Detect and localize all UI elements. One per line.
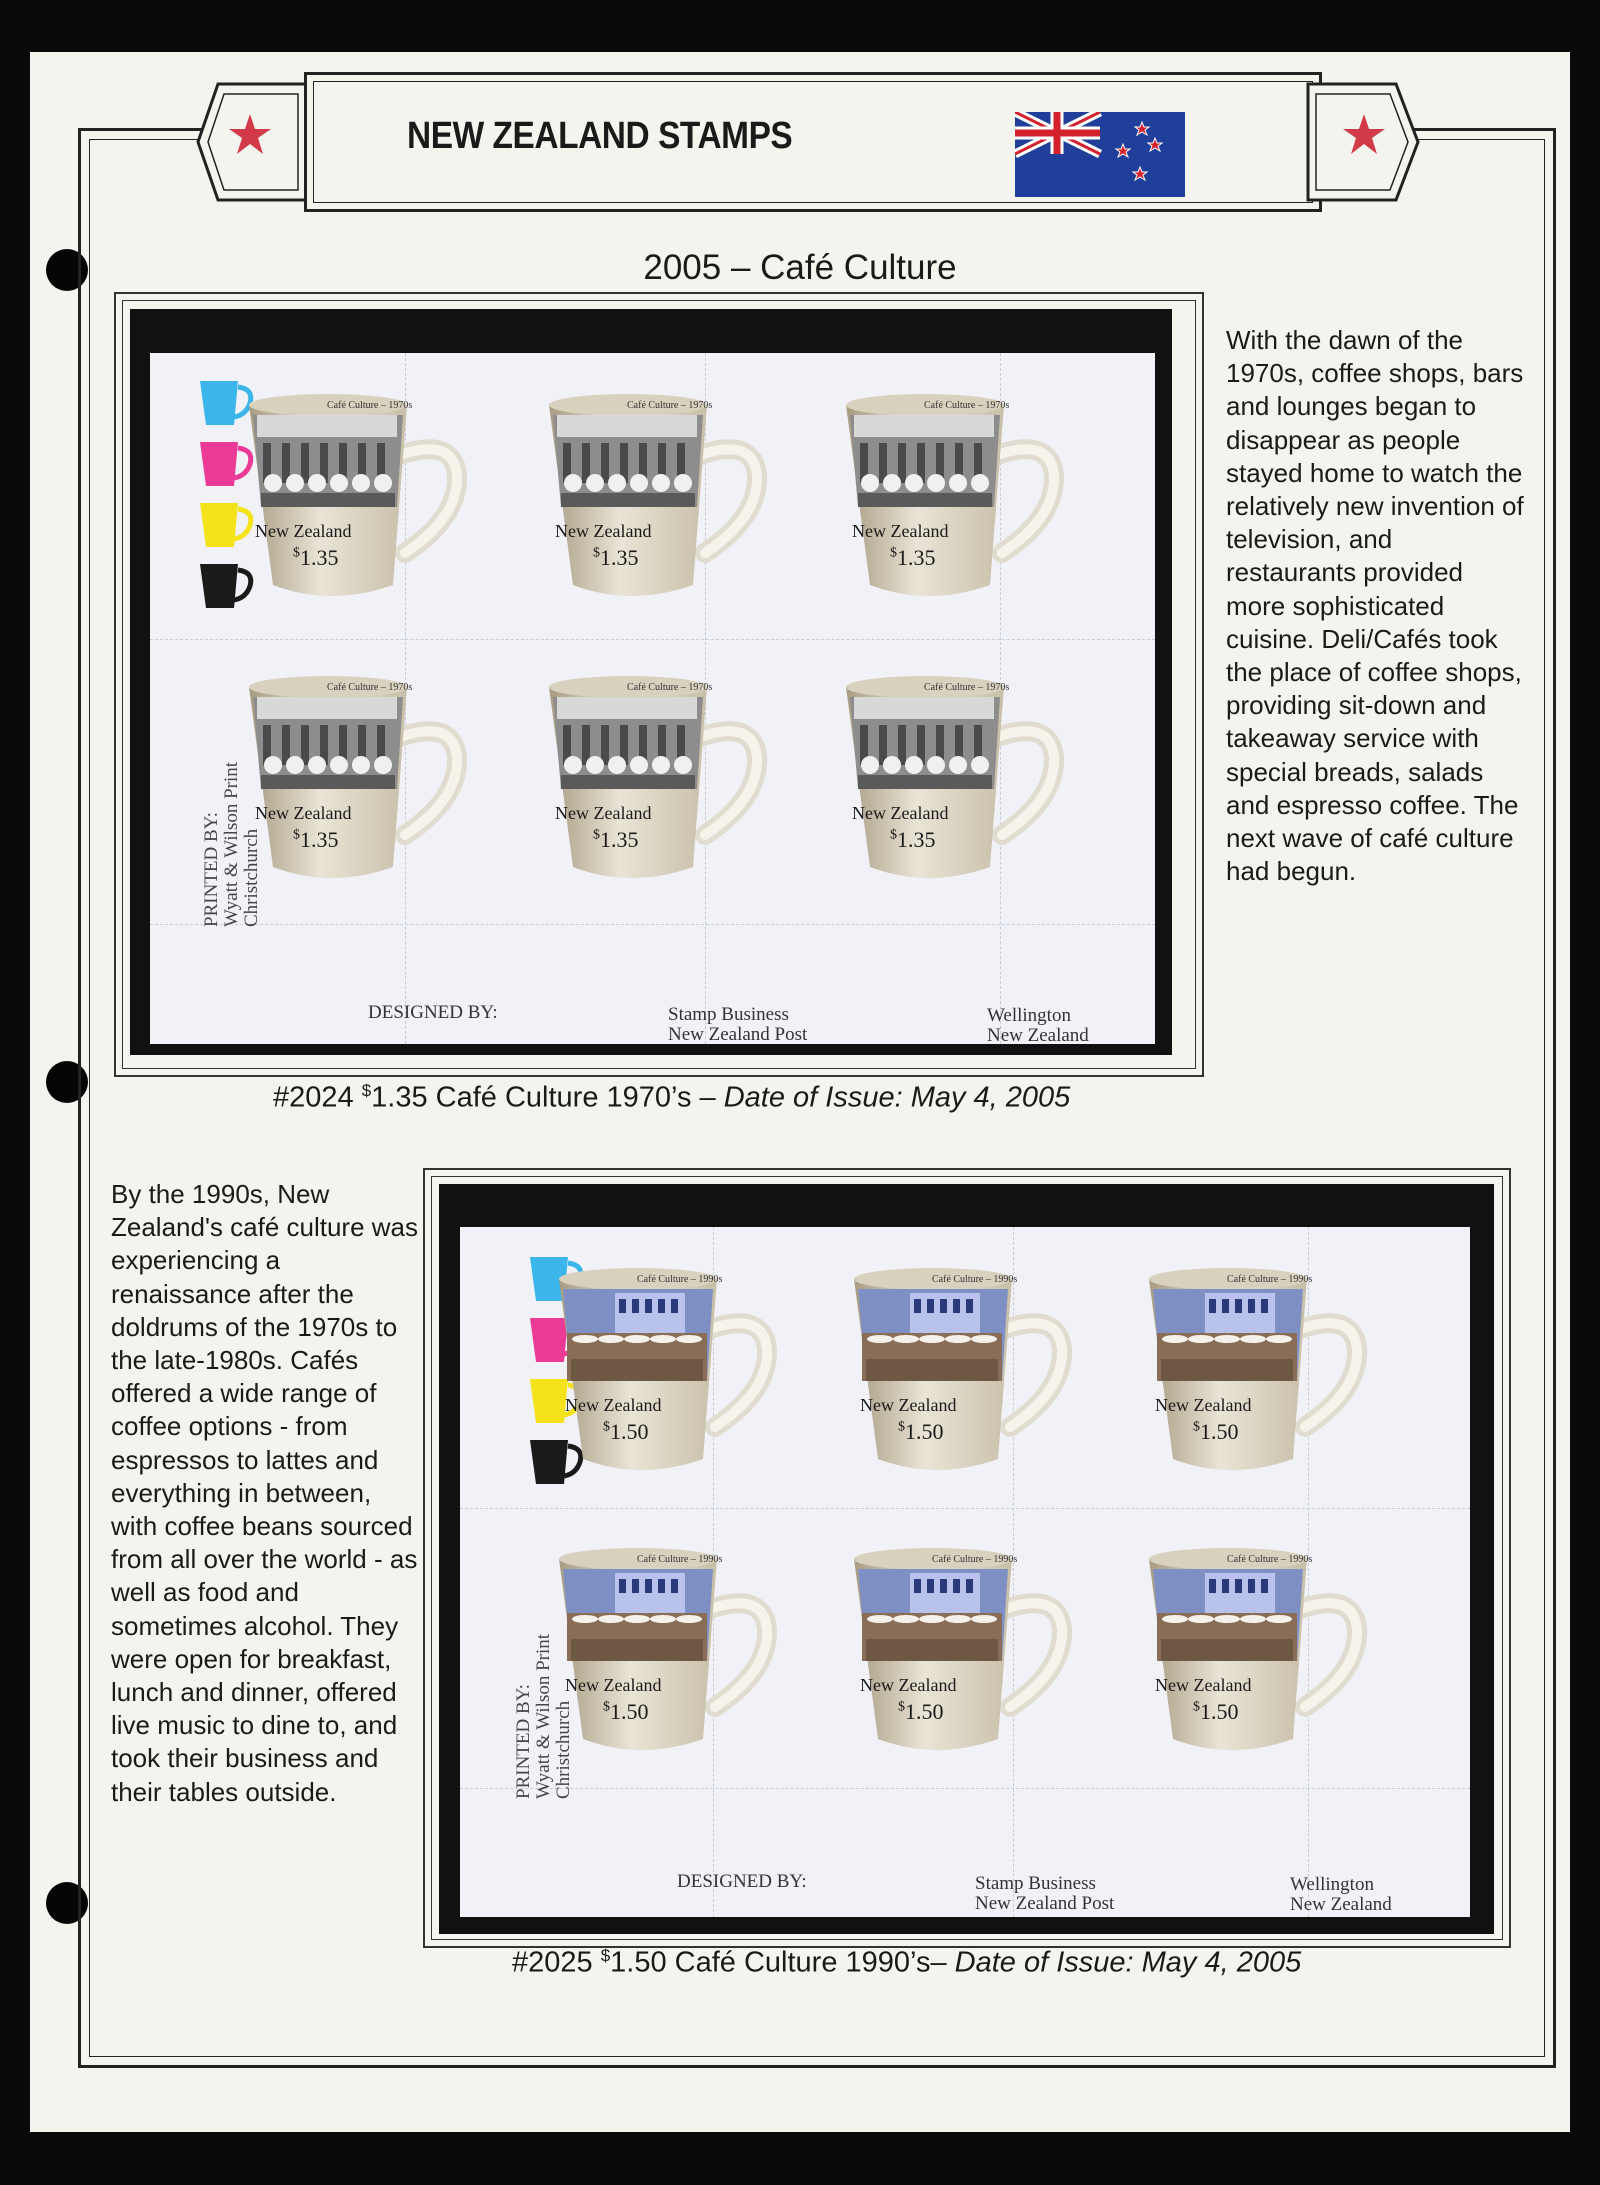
stamp-country: New Zealand: [852, 803, 949, 823]
coffee-mug-stamp-image: [235, 667, 475, 907]
stamp-1990s: [545, 1539, 785, 1779]
printed-by-label: PRINTED BY: Wyatt & Wilson Print Christchurch: [513, 1633, 574, 1799]
stamp-1970s: [235, 667, 475, 907]
stamp-1990s: [1135, 1539, 1375, 1779]
designer-location: Wellington New Zealand: [987, 1005, 1089, 1046]
album-page: [30, 52, 1570, 2132]
designer-location: Wellington New Zealand: [1290, 1874, 1392, 1915]
header-star-right: [1306, 72, 1426, 212]
stamp-country: New Zealand: [555, 803, 652, 823]
stamp-value: $1.35: [890, 827, 936, 852]
header-star-left: [188, 72, 308, 212]
stamp-value: $1.35: [293, 827, 339, 852]
stamp-inscription: Café Culture – 1990s: [637, 1274, 723, 1285]
stamp-country: New Zealand: [860, 1395, 957, 1415]
coffee-mug-stamp-image: [832, 667, 1072, 907]
designer-name: Stamp Business New Zealand Post: [975, 1873, 1115, 1914]
stamp-inscription: Café Culture – 1990s: [637, 1554, 723, 1565]
stamp-value: $1.50: [898, 1419, 944, 1444]
coffee-mug-stamp-image: [1135, 1259, 1375, 1499]
stamp-1970s: [832, 385, 1072, 625]
coffee-mug-stamp-image: [545, 1539, 785, 1779]
coffee-mug-stamp-image: [840, 1539, 1080, 1779]
stamp-inscription: Café Culture – 1990s: [1227, 1274, 1313, 1285]
designed-by-label: DESIGNED BY:: [368, 1002, 498, 1023]
stamp-inscription: Café Culture – 1970s: [327, 400, 413, 411]
stamp-1970s: [832, 667, 1072, 907]
stamp-country: New Zealand: [860, 1675, 957, 1695]
stamp-country: New Zealand: [255, 803, 352, 823]
new-zealand-flag-icon: [1015, 112, 1185, 197]
stamp-inscription: Café Culture – 1990s: [932, 1274, 1018, 1285]
description-1970s: With the dawn of the 1970s, coffee shops, bars and lounges began to disappear as people stayed home to watch the relatively new invention of television, and restaurants provided more sophisticated cuisine. Deli/Cafés took the place of coffee shops, providing sit-down and takeaway service with special breads, salads and espresso coffee. The next wave of café culture had begun.: [1226, 325, 1524, 887]
stamp-1990s: [1135, 1259, 1375, 1499]
designed-by-label: DESIGNED BY:: [677, 1871, 807, 1892]
stamp-country: New Zealand: [565, 1395, 662, 1415]
stamp-inscription: Café Culture – 1970s: [627, 400, 713, 411]
stamp-value: $1.35: [890, 545, 936, 570]
stamp-value: $1.35: [293, 545, 339, 570]
stamp-value: $1.50: [1193, 1419, 1239, 1444]
coffee-mug-stamp-image: [535, 385, 775, 625]
stamp-inscription: Café Culture – 1970s: [924, 682, 1010, 693]
stamp-country: New Zealand: [565, 1675, 662, 1695]
stamp-country: New Zealand: [255, 521, 352, 541]
caption-1970s: #2024 $1.35 Café Culture 1970’s – Date of Issue: May 4, 2005: [273, 1081, 1071, 1114]
caption-1990s: #2025 $1.50 Café Culture 1990’s– Date of Issue: May 4, 2005: [512, 1946, 1302, 1979]
stamp-1970s: [235, 385, 475, 625]
stamp-sheet-1990s: [460, 1227, 1470, 1917]
coffee-mug-stamp-image: [832, 385, 1072, 625]
stamp-value: $1.35: [593, 545, 639, 570]
stamp-1990s: [545, 1259, 785, 1499]
stamp-inscription: Café Culture – 1970s: [327, 682, 413, 693]
stamp-1990s: [840, 1539, 1080, 1779]
stamp-sheet-1970s: [150, 353, 1155, 1044]
printed-by-label: PRINTED BY: Wyatt & Wilson Print Christchurch: [201, 761, 262, 927]
section-title: 2005 – Café Culture: [643, 248, 957, 287]
coffee-mug-stamp-image: [535, 667, 775, 907]
description-1990s: By the 1990s, New Zealand's café culture was experiencing a renaissance after the doldrums of the 1970s to the late-1980s. Cafés offered a wide range of coffee options - from espressos to lattes and everything in between, with coffee beans sourced from all over the world - as well as food and sometimes alcohol. They were open for breakfast, lunch and dinner, offered live music to dine to, and took their business and their tables outside.: [111, 1179, 419, 1807]
stamp-1970s: [535, 385, 775, 625]
stamp-inscription: Café Culture – 1970s: [924, 400, 1010, 411]
coffee-mug-stamp-image: [1135, 1539, 1375, 1779]
coffee-mug-stamp-image: [840, 1259, 1080, 1499]
stamp-inscription: Café Culture – 1990s: [932, 1554, 1018, 1565]
coffee-mug-stamp-image: [545, 1259, 785, 1499]
stamp-inscription: Café Culture – 1990s: [1227, 1554, 1313, 1565]
stamp-country: New Zealand: [1155, 1395, 1252, 1415]
coffee-mug-stamp-image: [235, 385, 475, 625]
stamp-value: $1.50: [898, 1699, 944, 1724]
stamp-value: $1.50: [603, 1419, 649, 1444]
stamp-country: New Zealand: [852, 521, 949, 541]
stamp-country: New Zealand: [555, 521, 652, 541]
page-title: NEW ZEALAND STAMPS: [407, 115, 793, 157]
stamp-1990s: [840, 1259, 1080, 1499]
stamp-value: $1.50: [603, 1699, 649, 1724]
stamp-inscription: Café Culture – 1970s: [627, 682, 713, 693]
stamp-value: $1.35: [593, 827, 639, 852]
stamp-value: $1.50: [1193, 1699, 1239, 1724]
designer-name: Stamp Business New Zealand Post: [668, 1004, 808, 1045]
stamp-country: New Zealand: [1155, 1675, 1252, 1695]
stamp-1970s: [535, 667, 775, 907]
